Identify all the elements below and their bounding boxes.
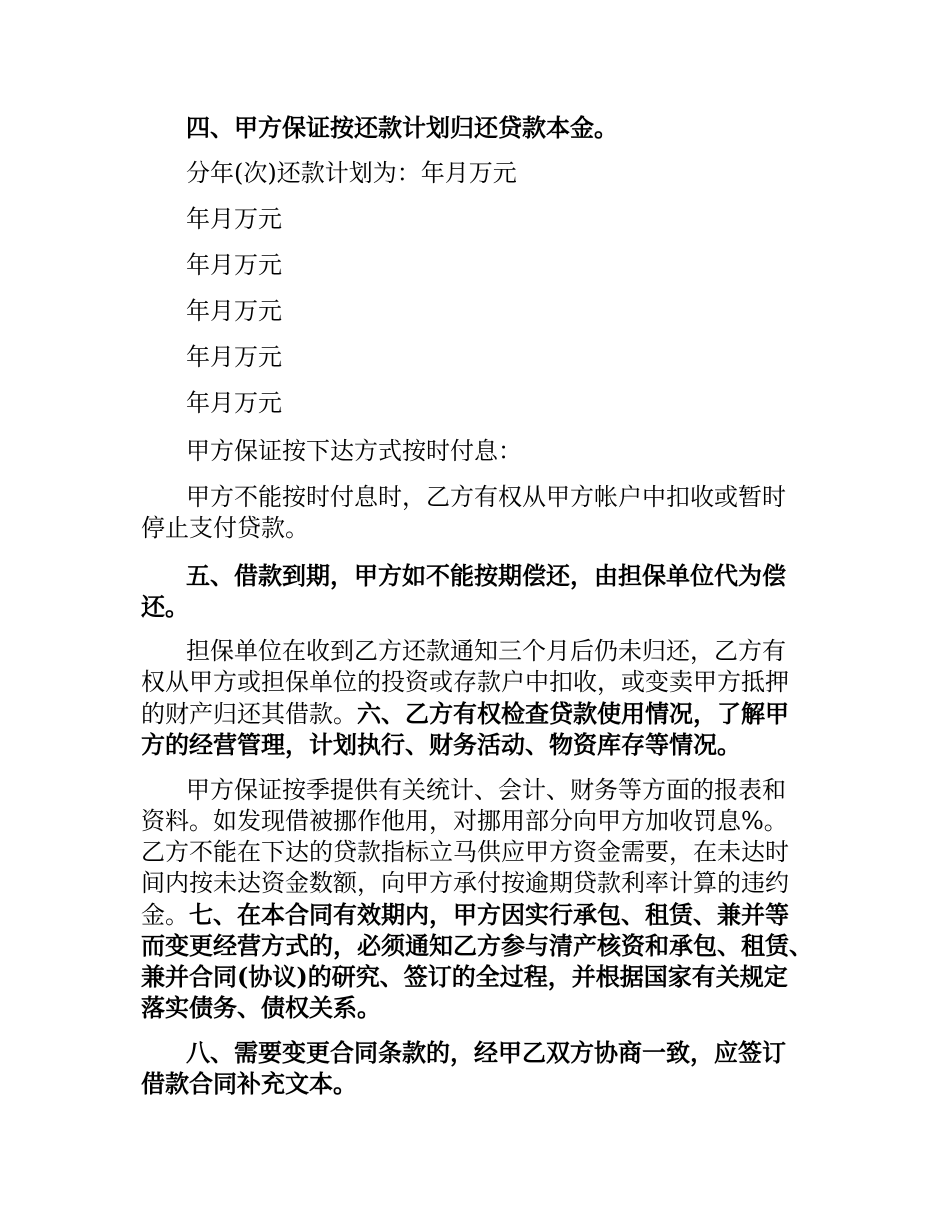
interest-note: 甲方保证按下达方式按时付息： [186,437,522,465]
section-7-heading: 兼并合同(协议)的研究、签订的全过程，并根据国家有关规定 [141,962,788,991]
section-5-heading: 还。 [141,592,189,621]
section-4-heading: 四、甲方保证按还款计划归还贷款本金。 [186,113,618,142]
report-paragraph-line: 资料。如发现借被挪作他用，对挪用部分向甲方加收罚息%。 [141,807,788,835]
report-paragraph-line: 间内按未达资金数额，向甲方承付按逾期贷款利率计算的违约 [141,869,789,897]
guarantee-text: 的财产归还其借款。 [141,700,357,728]
report-paragraph-line: 乙方不能在下达的贷款指标立马供应甲方资金需要，在未达时 [141,838,789,866]
guarantee-paragraph-line: 权从甲方或担保单位的投资或存款户中扣收，或变卖甲方抵押 [141,668,789,696]
section-7-heading: 七、在本合同有效期内，甲方因实行承包、租赁、兼并等 [189,900,789,929]
guarantee-paragraph-line: 担保单位在收到乙方还款通知三个月后仍未归还，乙方有 [186,637,786,665]
report-paragraph-line [141,899,789,931]
repayment-schedule-row: 年月万元 [186,205,282,233]
section-7-heading: 落实债务、债权关系。 [141,993,381,1022]
section-5-heading: 五、借款到期，甲方如不能按期偿还，由担保单位代为偿 [186,561,786,590]
guarantee-paragraph-line [141,698,789,730]
section-6-heading: 六、乙方有权检查贷款使用情况，了解甲 [357,699,789,728]
report-paragraph-line: 甲方保证按季提供有关统计、会计、财务等方面的报表和 [186,776,786,804]
default-paragraph-line: 甲方不能按时付息时，乙方有权从甲方帐户中扣收或暂时 [186,483,786,511]
repayment-schedule-row: 年月万元 [186,389,282,417]
section-7-heading: 而变更经营方式的，必须通知乙方参与清产核资和承包、租赁、 [141,931,813,960]
section-6-heading: 方的经营管理，计划执行、财务活动、物资库存等情况。 [141,730,741,759]
default-paragraph-line: 停止支付贷款。 [141,514,309,542]
repayment-schedule-row: 年月万元 [186,343,282,371]
repayment-schedule-row: 年月万元 [186,297,282,325]
repayment-schedule-intro: 分年(次)还款计划为：年月万元 [186,159,517,187]
section-8-heading: 借款合同补充文本。 [141,1069,357,1098]
section-8-heading: 八、需要变更合同条款的，经甲乙双方协商一致，应签订 [186,1038,786,1067]
repayment-schedule-row: 年月万元 [186,251,282,279]
report-text: 金。 [141,901,189,929]
